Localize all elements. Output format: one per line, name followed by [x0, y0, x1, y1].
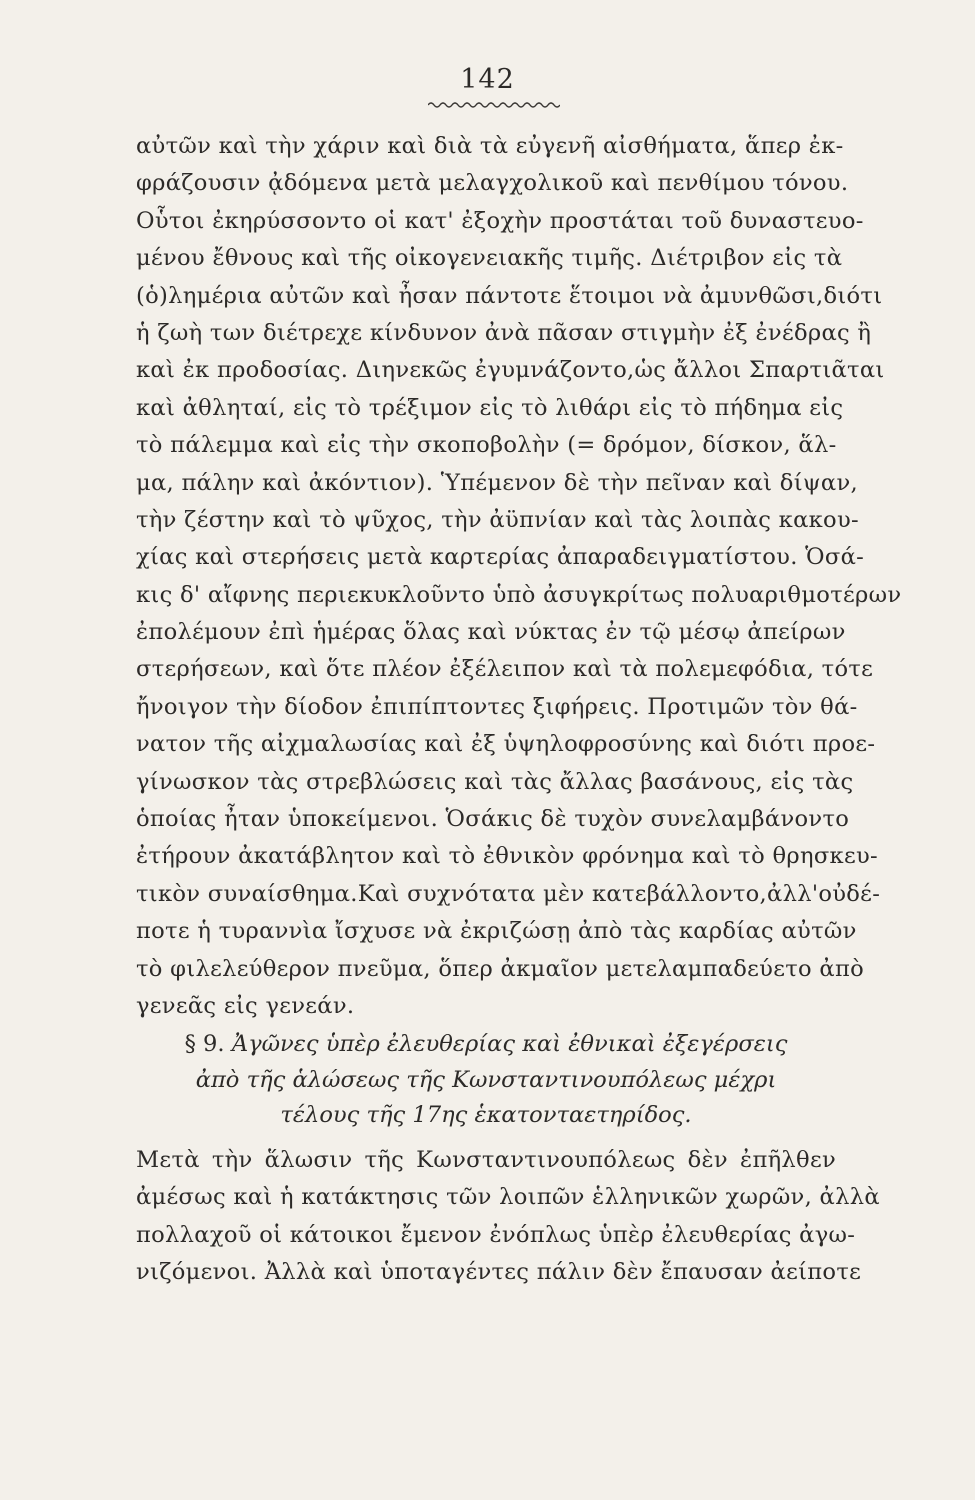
text-line: τικὸν συναίσθημα.Καὶ συχνότατα μὲν κατεβάλλοντο,ἀλλ'οὐδέ-: [136, 880, 881, 907]
text-line: τὴν ζέστην καὶ τὸ ψῦχος, τὴν ἀϋπνίαν καὶ τὰς λοιπὰς κακου-: [136, 506, 859, 533]
text-line: τὸ πάλεμμα καὶ εἰς τὴν σκοποβολὴν (= δρόμον, δίσκον, ἅλ-: [136, 432, 837, 459]
section-heading-line: [136, 1027, 836, 1063]
text-line: νιζόμενοι. Ἀλλὰ καὶ ὑποταγέντες πάλιν δὲν ἔπαυσαν ἀείποτε: [136, 1259, 862, 1286]
text-line: ἐτήρουν ἀκατάβλητον καὶ τὸ ἐθνικὸν φρόνημα καὶ τὸ θρησκευ-: [136, 843, 878, 870]
section-heading: [136, 1027, 836, 1134]
text-line: καὶ ἀθληταί, εἰς τὸ τρέξιμον εἰς τὸ λιθάρι εἰς τὸ πήδημα εἰς: [136, 394, 844, 421]
text-line: αὐτῶν καὶ τὴν χάριν καὶ διὰ τὰ εὐγενῆ αἰσθήματα, ἅπερ ἐκ-: [136, 133, 844, 159]
section-paragraph: [136, 1142, 880, 1292]
text-line: μένου ἔθνους καὶ τῆς οἰκογενειακῆς τιμῆς. Διέτριβον εἰς τὰ: [136, 245, 843, 272]
page-number: 142: [460, 64, 515, 95]
text-line: γίνωσκον τὰς στρεβλώσεις καὶ τὰς ἄλλας βασάνους, εἰς τὰς: [136, 768, 854, 795]
text-line: κις δ' αἴφνης περιεκυκλοῦντο ὑπὸ ἀσυγκρίτως πολυαριθμοτέρων: [136, 581, 902, 608]
body-paragraph: [136, 128, 902, 1025]
text-line: ἐπολέμουν ἐπὶ ἡμέρας ὅλας καὶ νύκτας ἐν τῷ μέσῳ ἀπείρων: [136, 619, 846, 646]
text-line: ἀμέσως καὶ ἡ κατάκτησις τῶν λοιπῶν ἑλληνικῶν χωρῶν, ἀλλὰ: [136, 1184, 880, 1211]
text-line: ποτε ἡ τυραννὶα ἴσχυσε νὰ ἐκριζώσῃ ἀπὸ τὰς καρδίας αὐτῶν: [136, 918, 857, 945]
text-line: καὶ ἐκ προδοσίας. Διηνεκῶς ἐγυμνάζοντο,ὡς ἄλλοι Σπαρτιᾶται: [136, 357, 885, 384]
text-line: στερήσεων, καὶ ὅτε πλέον ἐξέλειπον καὶ τὰ πολεμεφόδια, τότε: [136, 656, 874, 683]
text-line: τὸ φιλελεύθερον πνεῦμα, ὅπερ ἀκμαῖον μετελαμπαδεύετο ἀπὸ: [136, 955, 865, 982]
text-line: ἤνοιγον τὴν δίοδον ἐπιπίπτοντες ξιφήρεις. Προτιμῶν τὸν θά-: [136, 693, 858, 720]
section-heading-line: ἀπὸ τῆς ἁλώσεως τῆς Κωνσταντινουπόλεως μέχρι: [195, 1066, 777, 1093]
section-number: § 9.: [184, 1031, 225, 1057]
section-title-part: Ἀγῶνες ὑπὲρ ἐλευθερίας καὶ ἐθνικαὶ ἐξεγέρσεις: [231, 1031, 788, 1057]
text-line: ὁποίας ἦταν ὑποκείμενοι. Ὁσάκις δὲ τυχὸν συνελαμβάνοντο: [136, 806, 850, 833]
text-line: Οὗτοι ἐκηρύσσοντο οἱ κατ' ἐξοχὴν προστάται τοῦ δυναστευο-: [136, 207, 864, 234]
text-line: Μετὰ τὴν ἅλωσιν τῆς Κωνσταντινουπόλεως δὲν ἐπῆλθεν: [136, 1147, 836, 1173]
text-line: (ὁ)λημέρια αὐτῶν καὶ ἦσαν πάντοτε ἕτοιμοι νὰ ἀμυνθῶσι,διότι: [136, 282, 883, 309]
text-line: πολλαχοῦ οἱ κάτοικοι ἔμενον ἐνόπλως ὑπὲρ ἐλευθερίας ἀγω-: [136, 1221, 856, 1248]
text-line: ἡ ζωὴ των διέτρεχε κίνδυνον ἀνὰ πᾶσαν στιγμὴν ἐξ ἐνέδρας ἢ: [136, 319, 872, 346]
text-line: γενεᾶς εἰς γενεάν.: [136, 992, 355, 1019]
text-line: χίας καὶ στερήσεις μετὰ καρτερίας ἀπαραδειγματίστου. Ὁσά-: [136, 544, 865, 571]
text-line: μα, πάλην καὶ ἀκόντιον). Ὑπέμενον δὲ τὴν πεῖναν καὶ δίψαν,: [136, 469, 858, 496]
text-line: νατον τῆς αἰχμαλωσίας καὶ ἐξ ὑψηλοφροσύνης καὶ διότι προε-: [136, 731, 876, 758]
text-line: φράζουσιν ᾀδόμενα μετὰ μελαγχολικοῦ καὶ πενθίμου τόνου.: [136, 170, 849, 197]
section-heading-line: τέλους τῆς 17ης ἑκατονταετηρίδος.: [280, 1102, 692, 1128]
wavy-rule-ornament: [428, 101, 560, 109]
